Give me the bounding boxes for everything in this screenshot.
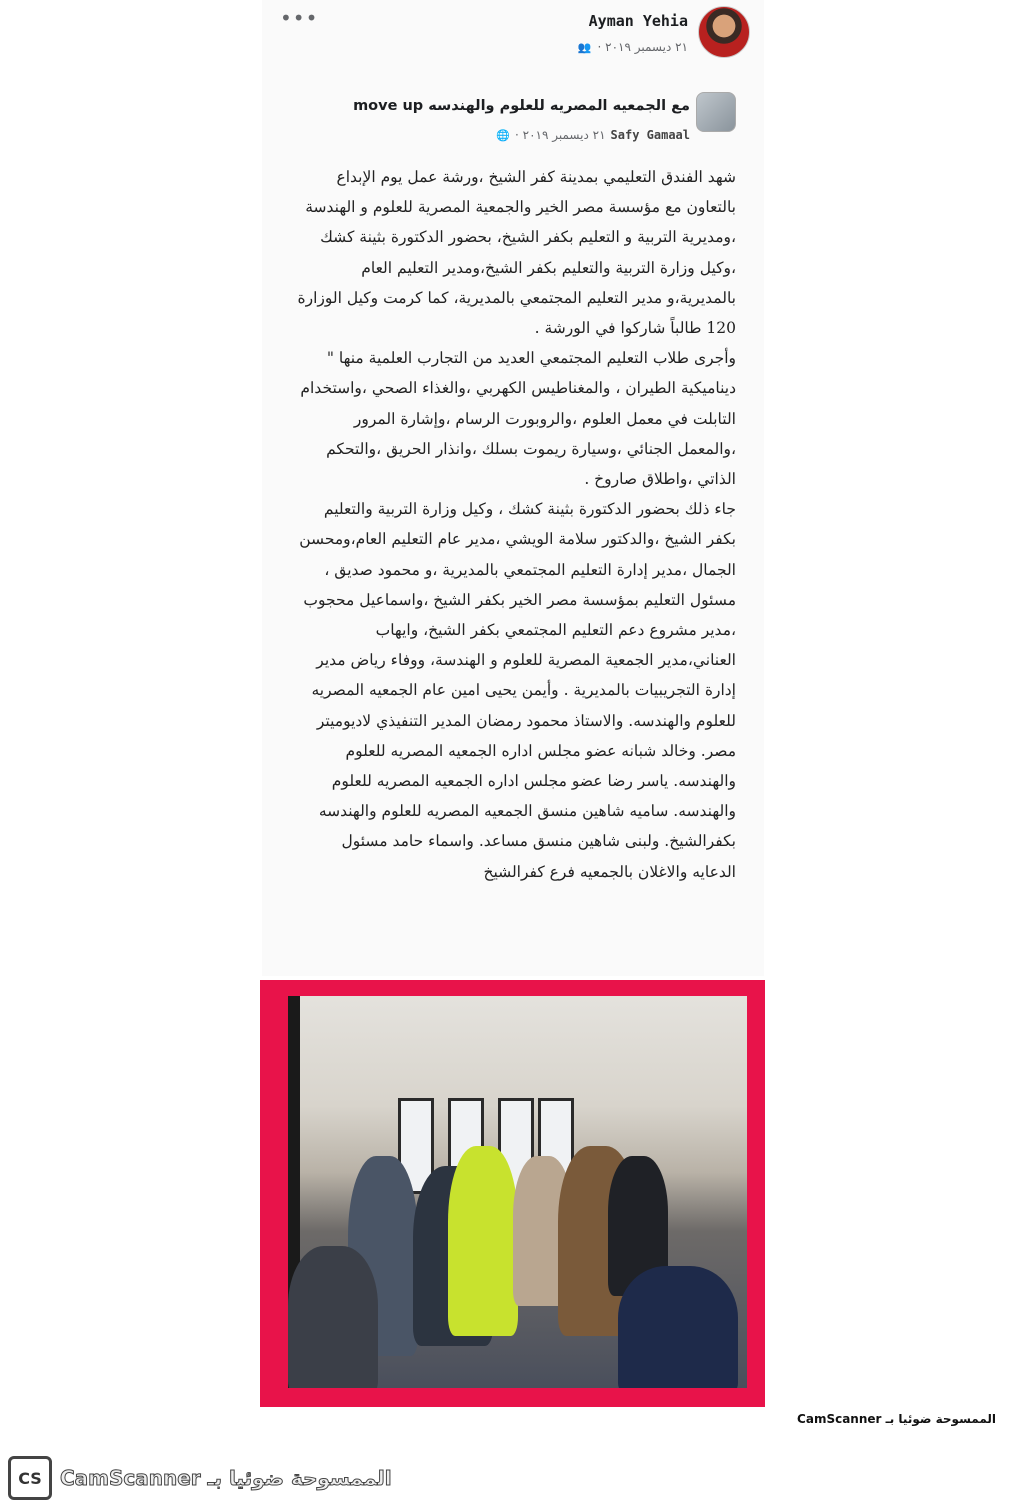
author-name[interactable]: Ayman Yehia [588,12,688,30]
globe-icon: 🌐 [496,128,510,142]
post-text [294,162,736,887]
shared-post-date[interactable]: ٢١ ديسمبر ٢٠١٩ · [515,128,606,142]
camscanner-logo: CS [8,1456,52,1500]
more-options-icon[interactable]: ••• [280,6,319,30]
facebook-post-card [262,0,764,976]
scan-caption: الممسوحة ضوئيا بـ CamScanner [797,1412,996,1426]
shared-post-meta [496,128,690,142]
post-paragraph: جاء ذلك بحضور الدكتورة بثينة كشك ، وكيل وزارة التربية والتعليم بكفر الشيخ ،والدكتور سلامة الويشي ،مدير عام التعليم العام،ومحسن الجمال ،مدير إدارة التعليم المجتمعي بالمديرية ،و محمود صديق ، مسئول التعليم بمؤسسة مصر الخير بكفر الشيخ ،واسماعيل محجوب ،مدير مشروع دعم التعليم المجتمعي بكفر الشيخ، وايهاب العناني،مدير الجمعية المصرية للعلوم و الهندسة، ووفاء رياض مدير إدارة التجريبيات بالمديرية . وأيمن يحيى امين عام الجمعيه المصريه للعلوم والهندسه. والاستاذ محمود رمضان المدير التنفيذي لاديوميتر مصر. وخالد شبانه عضو مجلس اداره الجمعيه المصريه للعلوم والهندسه. ياسر رضا عضو مجلس اداره الجمعيه المصريه للعلوم والهندسه. ساميه شاهين منسق الجمعيه المصريه للعلوم والهندسه بكفرالشيخ. ولبنى شاهين منسق مساعد. واسماء حامد مسئول الدعايه والاغلان بالجمعيه فرع كفرالشيخ [299,500,736,881]
photo-person [448,1146,518,1336]
post-meta [578,40,688,54]
post-paragraph: وأجرى طلاب التعليم المجتمعي العديد من التجارب العلمية منها " ديناميكية الطيران ، والمغناطيس الكهربي ،والغذاء الصحي ،واستخدام التابلت في معمل العلوم ،والروبورت الرسام ،وإشارة المرور ،والمعمل الجنائي ،وسيارة ريموت بسلك ،وانذار الحريق ،والتحكم الذاتي ،واطلاق صاروخ . [300,349,736,489]
post-photo-frame [260,980,765,1407]
group-title[interactable]: مع الجمعيه المصريه للعلوم والهندسه move up [353,98,690,114]
photo-person [618,1266,738,1388]
group-avatar[interactable] [696,92,736,132]
photo-person [288,1246,378,1388]
post-photo[interactable] [288,996,747,1388]
camscanner-watermark [8,1456,392,1500]
shared-post-poster[interactable]: Safy Gamaal [610,128,690,142]
post-date[interactable]: ٢١ ديسمبر ٢٠١٩ · [597,40,688,54]
friends-icon: 👥 [577,40,592,54]
watermark-text: الممسوحة ضوئيا بـ CamScanner [60,1466,392,1490]
post-paragraph: شهد الفندق التعليمي بمدينة كفر الشيخ ،ورشة عمل يوم الإبداع بالتعاون مع مؤسسة مصر الخير والجمعية المصرية للعلوم و الهندسة ،ومديرية التربية و التعليم بكفر الشيخ، بحضور الدكتورة بثينة كشك ،وكيل وزارة التربية والتعليم بكفر الشيخ،ومدير التعليم العام بالمديرية،و مدير التعليم المجتمعي بالمديرية، كما كرمت وكيل الوزارة 120 طالباً شاركوا في الورشة . [297,168,736,338]
author-avatar[interactable] [698,6,750,58]
